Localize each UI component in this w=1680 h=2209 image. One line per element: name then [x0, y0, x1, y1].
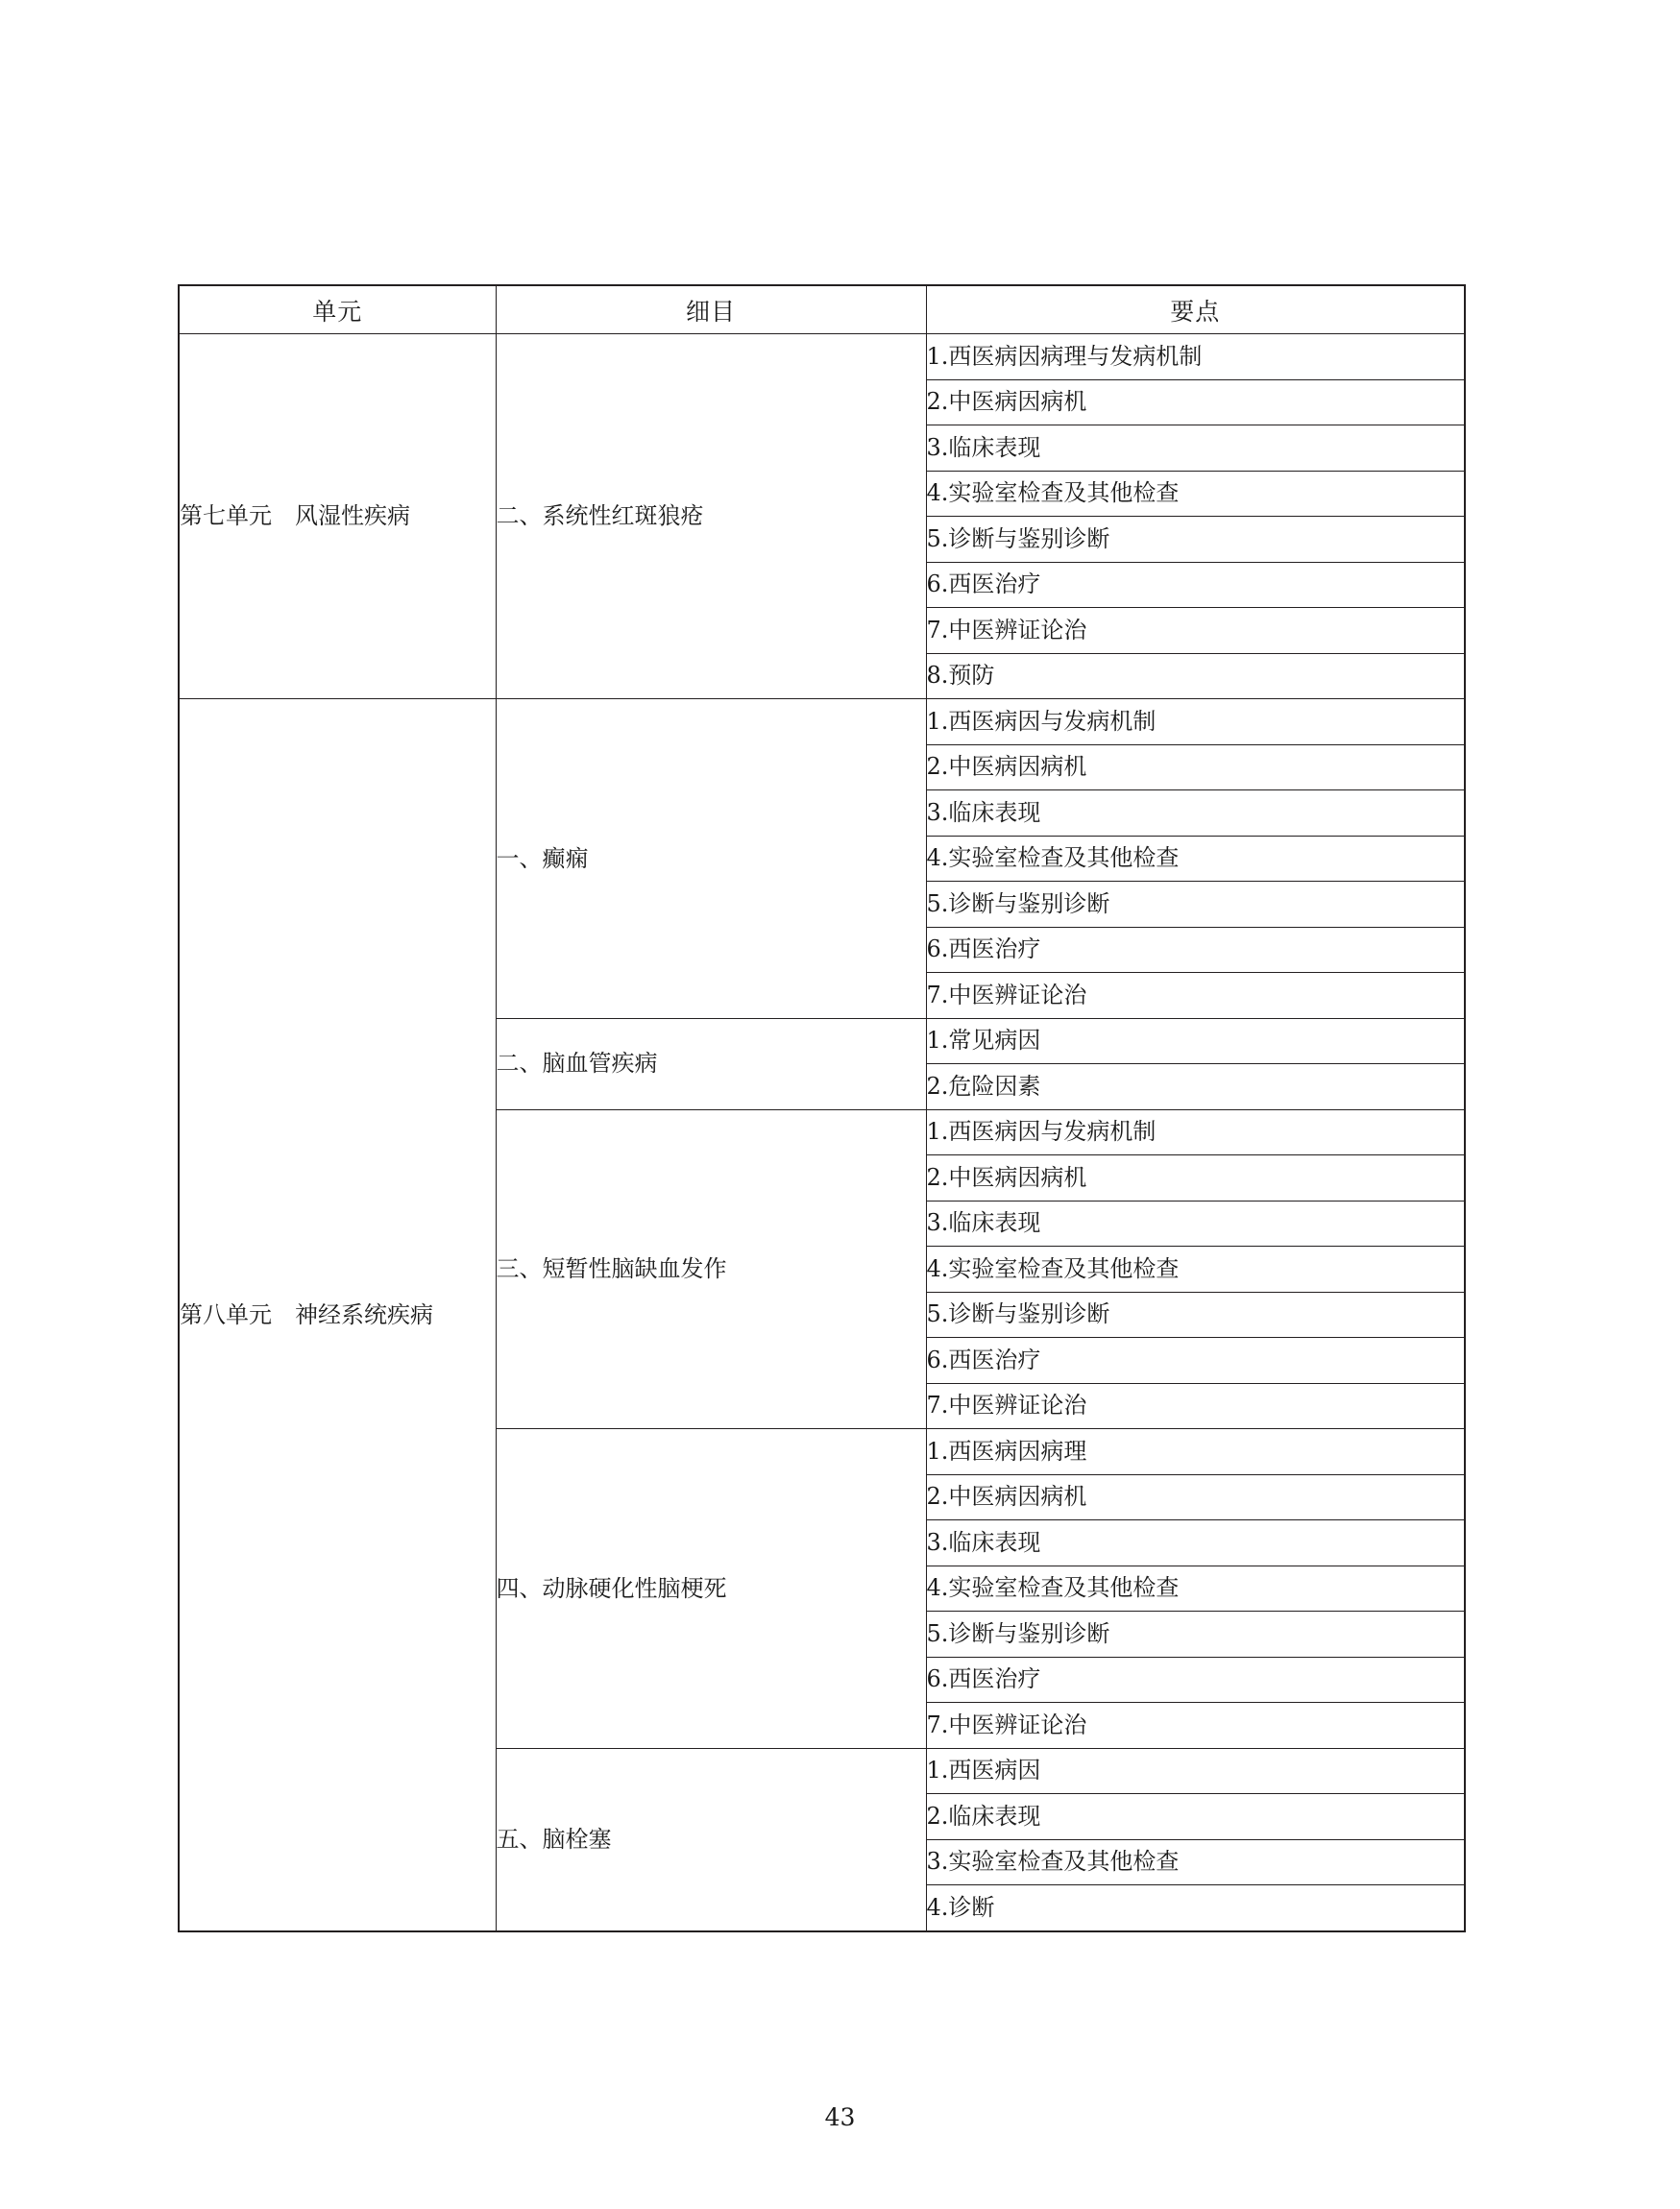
point-cell: 2.中医病因病机: [926, 1155, 1465, 1202]
syllabus-table: [178, 284, 1466, 1932]
point-cell: 1.西医病因病理与发病机制: [926, 334, 1465, 380]
point-cell: 4.实验室检查及其他检查: [926, 836, 1465, 882]
point-cell: 5.诊断与鉴别诊断: [926, 1612, 1465, 1658]
detail-cell: 二、脑血管疾病: [496, 1018, 926, 1109]
point-cell: 6.西医治疗: [926, 1338, 1465, 1384]
point-cell: 4.实验室检查及其他检查: [926, 1566, 1465, 1612]
table-body: [179, 334, 1465, 1931]
point-cell: 2.临床表现: [926, 1794, 1465, 1840]
table-row: [179, 334, 1465, 380]
point-cell: 1.西医病因: [926, 1748, 1465, 1794]
point-cell: 3.临床表现: [926, 425, 1465, 472]
page-number: 43: [824, 2103, 856, 2131]
point-cell: 3.实验室检查及其他检查: [926, 1839, 1465, 1885]
point-cell: 2.中医病因病机: [926, 1474, 1465, 1520]
point-cell: 1.西医病因与发病机制: [926, 1109, 1465, 1155]
point-cell: 4.实验室检查及其他检查: [926, 471, 1465, 517]
point-cell: 5.诊断与鉴别诊断: [926, 882, 1465, 928]
detail-cell: 三、短暂性脑缺血发作: [496, 1109, 926, 1429]
point-cell: 4.实验室检查及其他检查: [926, 1247, 1465, 1293]
table-header-row: [179, 285, 1465, 334]
unit-cell: 第八单元 神经系统疾病: [179, 699, 496, 1931]
point-cell: 4.诊断: [926, 1885, 1465, 1931]
table-header: [179, 285, 1465, 334]
point-cell: 2.中医病因病机: [926, 744, 1465, 790]
point-cell: 5.诊断与鉴别诊断: [926, 517, 1465, 563]
point-cell: 7.中医辨证论治: [926, 1383, 1465, 1429]
detail-cell: 四、动脉硬化性脑梗死: [496, 1429, 926, 1749]
point-cell: 8.预防: [926, 653, 1465, 699]
point-cell: 3.临床表现: [926, 1520, 1465, 1566]
point-cell: 3.临床表现: [926, 1201, 1465, 1247]
point-cell: 6.西医治疗: [926, 562, 1465, 608]
unit-cell: 第七单元 风湿性疾病: [179, 334, 496, 699]
point-cell: 1.常见病因: [926, 1018, 1465, 1064]
detail-cell: 五、脑栓塞: [496, 1748, 926, 1931]
column-header-unit: 单元: [179, 285, 496, 334]
point-cell: 5.诊断与鉴别诊断: [926, 1292, 1465, 1338]
point-cell: 1.西医病因与发病机制: [926, 699, 1465, 745]
detail-cell: 二、系统性红斑狼疮: [496, 334, 926, 699]
point-cell: 7.中医辨证论治: [926, 1703, 1465, 1749]
point-cell: 6.西医治疗: [926, 1657, 1465, 1703]
point-cell: 7.中医辨证论治: [926, 973, 1465, 1019]
column-header-point: 要点: [926, 285, 1465, 334]
column-header-detail: 细目: [496, 285, 926, 334]
point-cell: 6.西医治疗: [926, 927, 1465, 973]
table-row: [179, 699, 1465, 745]
detail-cell: 一、癫痫: [496, 699, 926, 1019]
point-cell: 3.临床表现: [926, 790, 1465, 837]
point-cell: 7.中医辨证论治: [926, 608, 1465, 654]
point-cell: 1.西医病因病理: [926, 1429, 1465, 1475]
point-cell: 2.危险因素: [926, 1064, 1465, 1110]
point-cell: 2.中医病因病机: [926, 379, 1465, 425]
